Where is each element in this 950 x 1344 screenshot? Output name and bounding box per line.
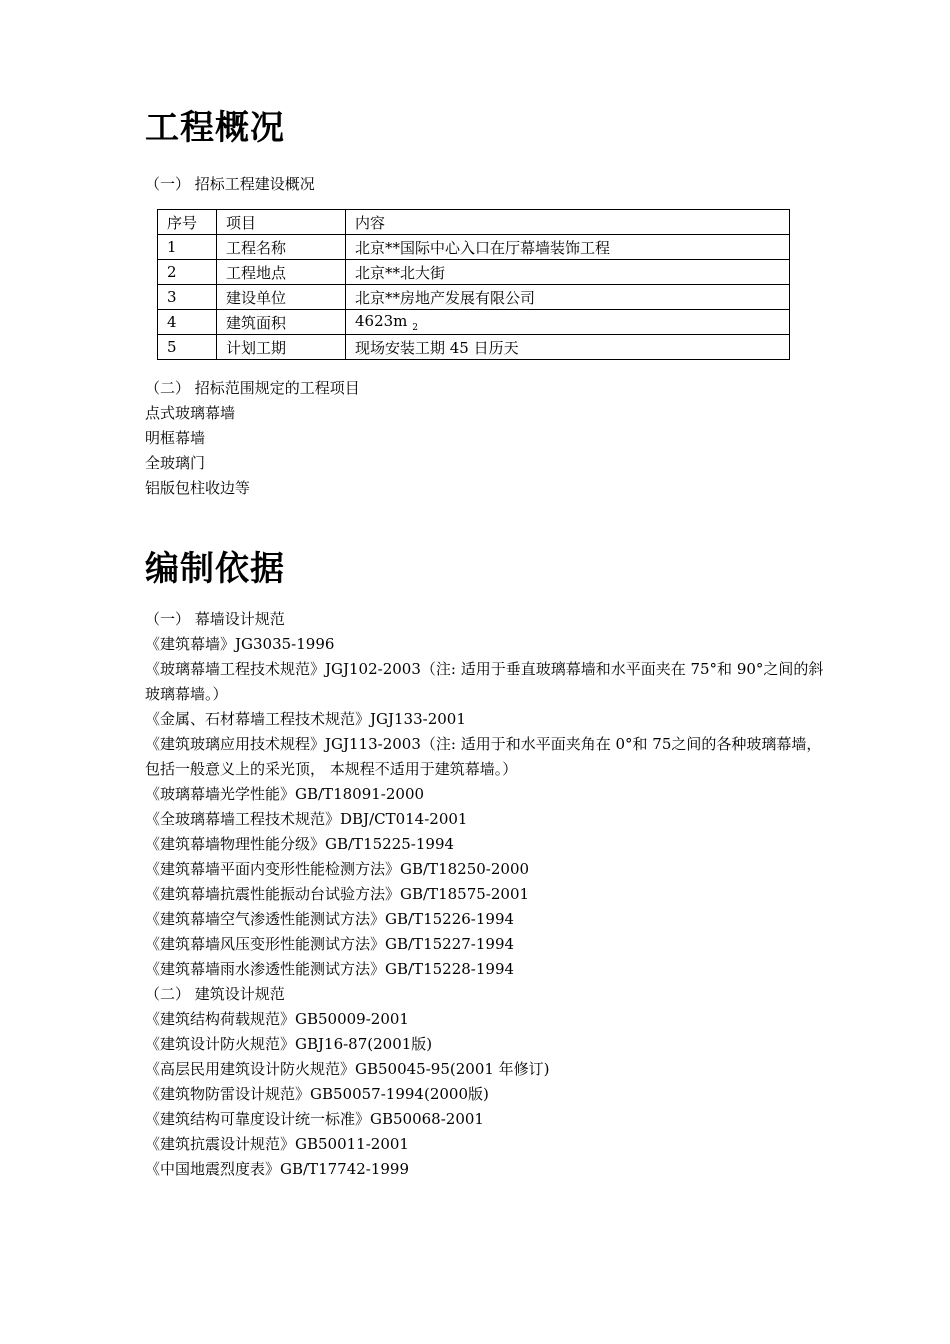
subsection-heading: （二） 招标范围规定的工程项目 [145,379,360,397]
standard-item: 《全玻璃幕墙工程技术规范》DBJ/CT014-2001 [145,810,468,828]
standard-item: 《建筑结构可靠度设计统一标准》GB50068-2001 [145,1110,484,1128]
table-cell: 北京**房地产发展有限公司 [346,285,790,310]
standard-item: 《中国地震烈度表》GB/T17742-1999 [145,1160,410,1178]
standard-item: 《建筑玻璃应用技术规程》JGJ113-2003（注: 适用于和水平面夹角在 0°和 75之间的各种玻璃幕墙， 包括一般意义上的采光顶， 本规程不适用于建筑幕墙。） [145,735,822,778]
list-item: 点式玻璃幕墙 [145,404,236,422]
subsection-heading: （一） 招标工程建设概况 [145,175,315,193]
table-cell: 4 [158,310,217,335]
table-cell: 2 [158,260,217,285]
area-value: 4623m [355,311,408,330]
table-cell: 5 [158,335,217,360]
table-cell: 3 [158,285,217,310]
standard-item: 《建筑幕墙风压变形性能测试方法》GB/T15227-1994 [145,935,515,953]
table-row [158,285,790,310]
table-cell: 北京**国际中心入口在厅幕墙装饰工程 [346,235,790,260]
section-title-basis: 编制依据 [145,549,285,589]
list-item: 铝版包柱收边等 [145,479,251,497]
standard-item: 《建筑抗震设计规范》GB50011-2001 [145,1135,409,1153]
standard-item: 《建筑物防雷设计规范》GB50057-1994(2000版) [145,1085,489,1103]
table-row [158,260,790,285]
table-row [158,235,790,260]
standard-item: 《高层民用建筑设计防火规范》GB50045-95(2001 年修订) [145,1060,550,1078]
list-item: 全玻璃门 [145,454,206,472]
standard-item: 《建筑幕墙平面内变形性能检测方法》GB/T18250-2000 [145,860,530,878]
table-row [158,335,790,360]
standard-item: 《建筑幕墙抗震性能振动台试验方法》GB/T18575-2001 [145,885,530,903]
standard-item: 《建筑幕墙雨水渗透性能测试方法》GB/T15228-1994 [145,960,515,978]
table-cell: 1 [158,235,217,260]
document-page [145,100,825,1182]
standard-item: 《建筑设计防火规范》GBJ16-87(2001版) [145,1035,433,1053]
standard-item: 《建筑幕墙物理性能分级》GB/T15225-1994 [145,835,455,853]
standard-item: 《建筑幕墙》JG3035-1996 [145,635,335,653]
list-item: 明框幕墙 [145,429,206,447]
table-cell: 建筑面积 [217,310,346,335]
header-cell: 序号 [158,210,217,235]
table-cell: 工程名称 [217,235,346,260]
standard-item: 《建筑幕墙空气渗透性能测试方法》GB/T15226-1994 [145,910,515,928]
standard-item: 《金属、石材幕墙工程技术规范》JGJ133-2001 [145,710,466,728]
table-row [158,310,790,335]
header-cell: 项目 [217,210,346,235]
table-cell [346,310,790,335]
table-cell: 现场安装工期 45 日历天 [346,335,790,360]
table-header-row [158,210,790,235]
header-cell: 内容 [346,210,790,235]
area-unit-exponent: 2 [412,322,418,333]
standard-item: 《玻璃幕墙工程技术规范》JGJ102-2003（注: 适用于垂直玻璃幕墙和水平面夹在 75°和 90°之间的斜玻璃幕墙。） [145,660,824,703]
table-cell: 北京**北大街 [346,260,790,285]
table-cell: 工程地点 [217,260,346,285]
project-info-table [157,209,790,360]
standard-item: 《玻璃幕墙光学性能》GB/T18091-2000 [145,785,425,803]
standard-item: 《建筑结构荷载规范》GB50009-2001 [145,1010,409,1028]
table-cell: 计划工期 [217,335,346,360]
subsection-heading: （一） 幕墙设计规范 [145,610,285,628]
subsection-heading: （二） 建筑设计规范 [145,985,285,1003]
section-title-overview: 工程概况 [145,108,285,148]
table-cell: 建设单位 [217,285,346,310]
